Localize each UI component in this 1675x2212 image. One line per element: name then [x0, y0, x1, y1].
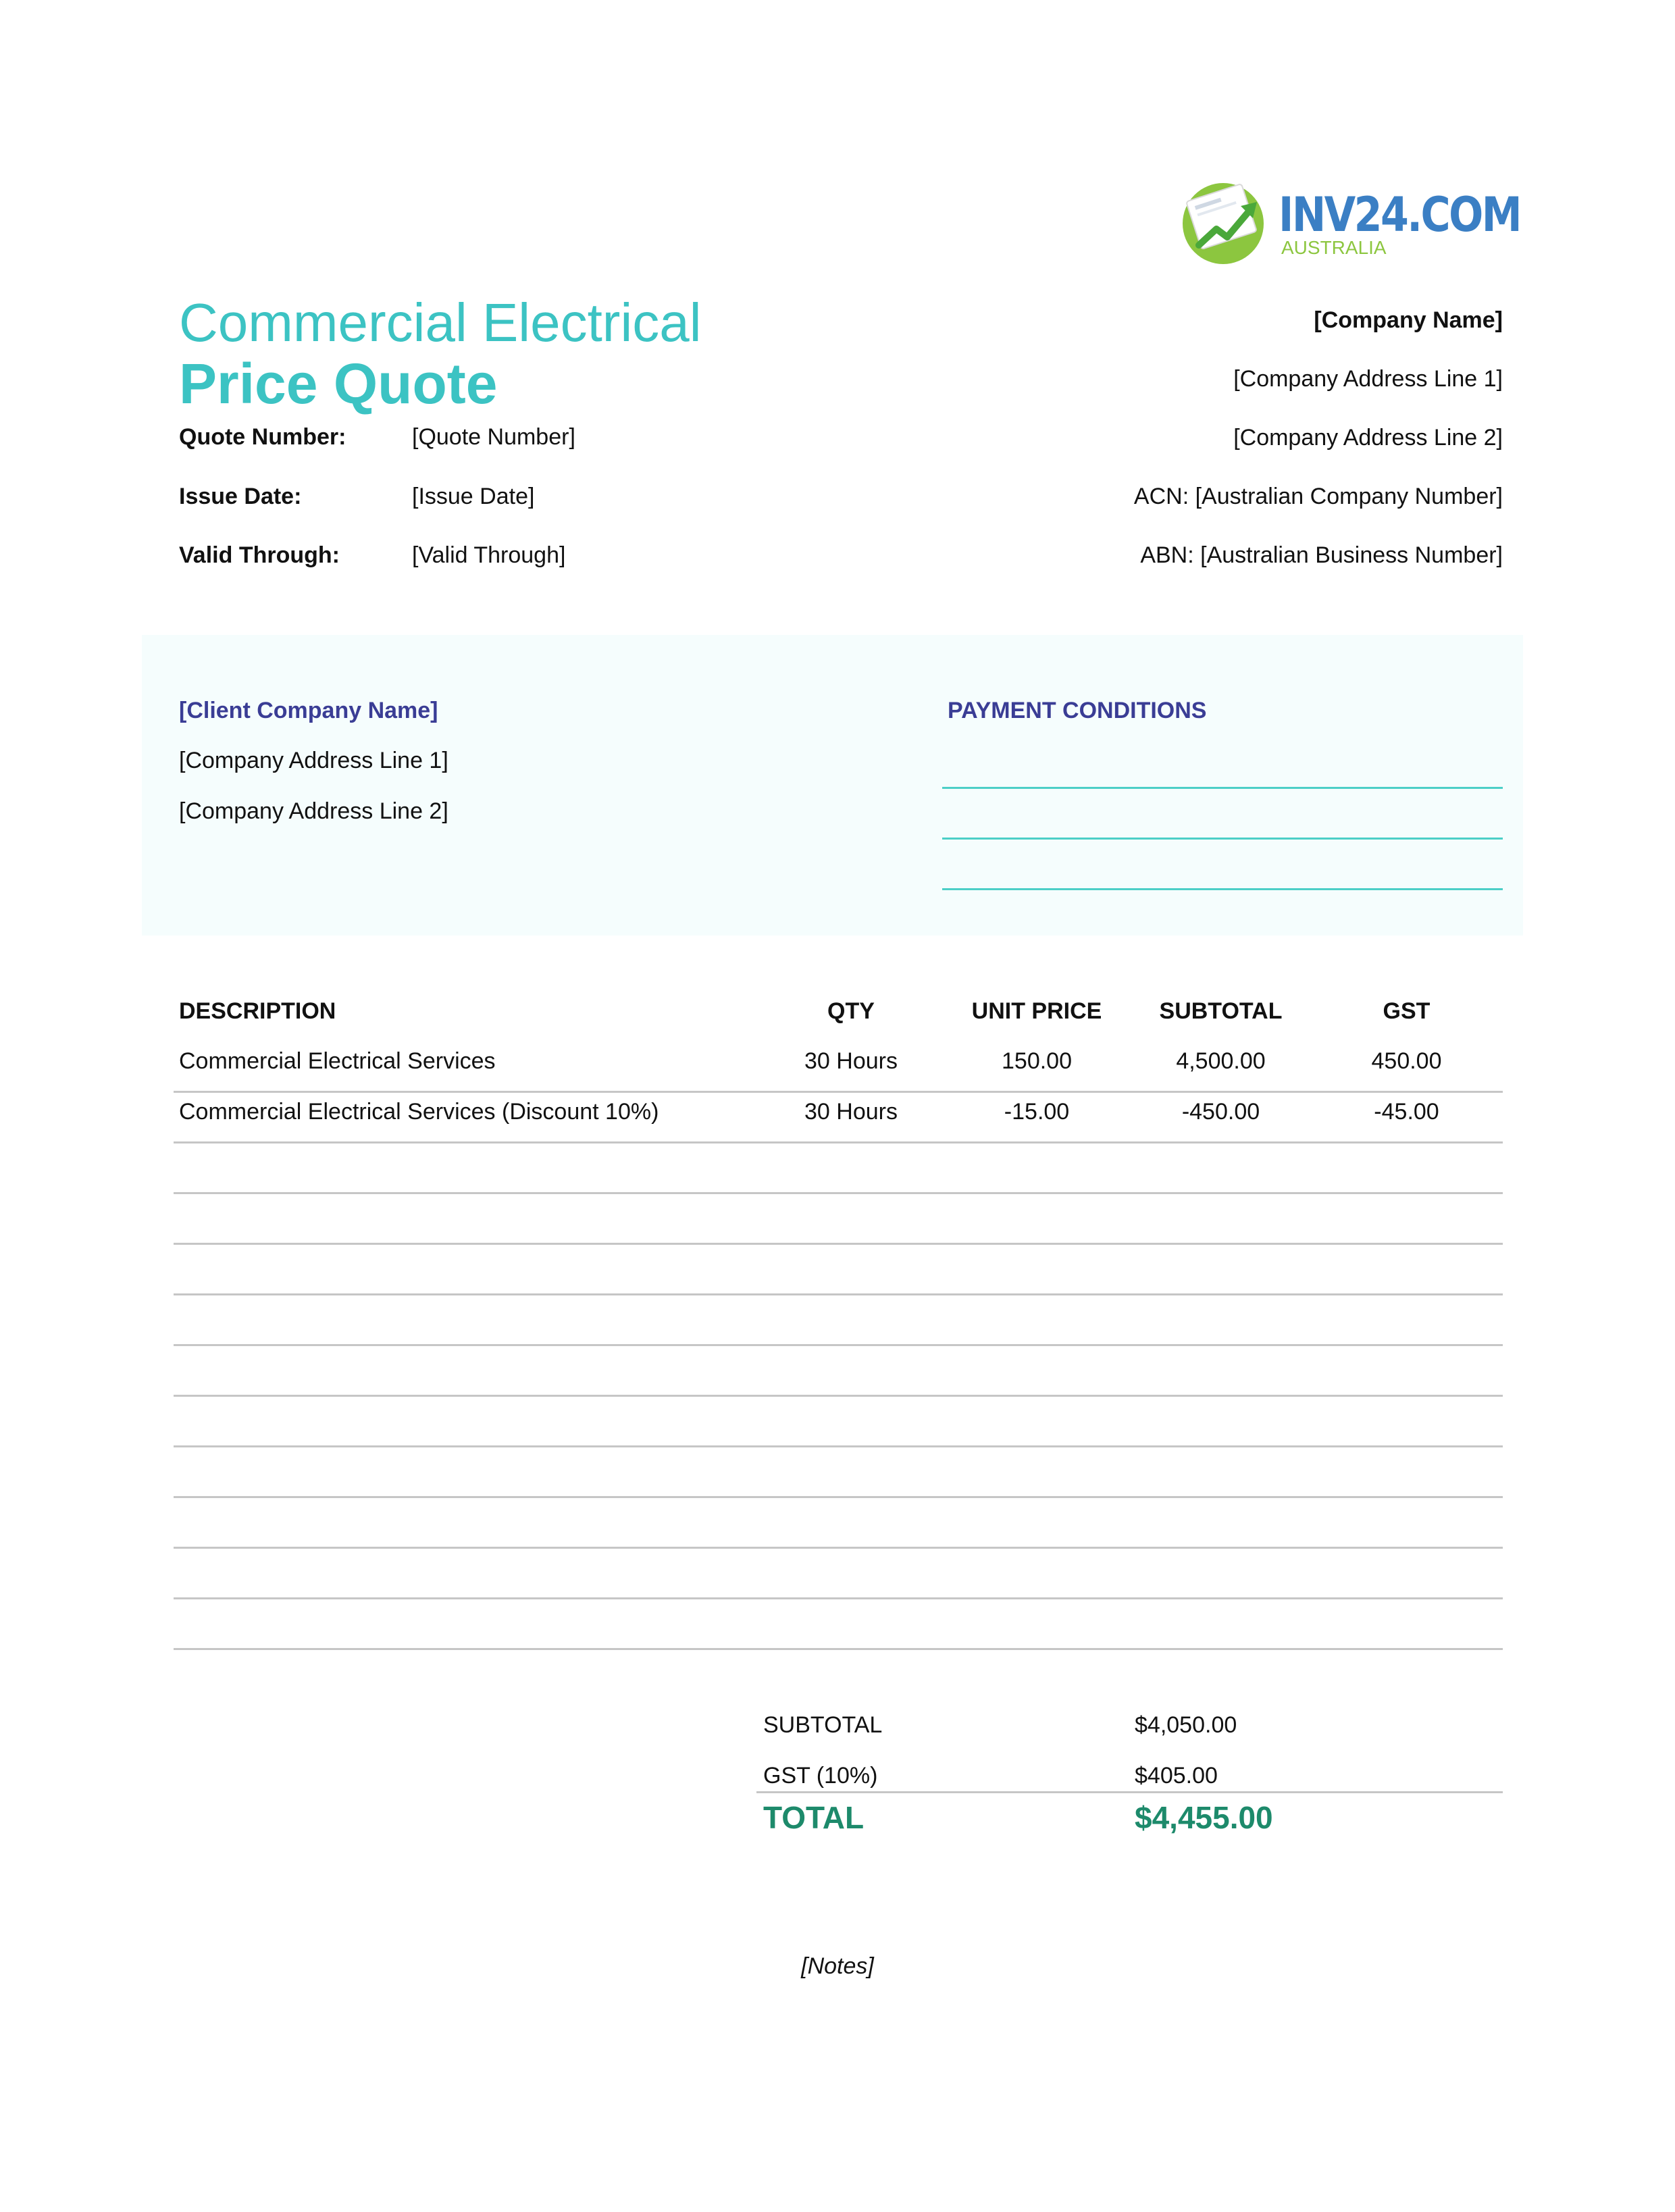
- company-logo: [1179, 172, 1521, 267]
- company-abn: ABN: [Australian Business Number]: [1140, 542, 1503, 568]
- table-row-divider: [174, 1293, 1503, 1295]
- subtotal-value: $4,050.00: [1135, 1712, 1237, 1738]
- gst-value: $405.00: [1135, 1763, 1218, 1789]
- document-title-line1: Commercial Electrical: [179, 292, 702, 353]
- document-title-line2: Price Quote: [179, 352, 498, 415]
- client-address-line1: [Company Address Line 1]: [179, 748, 448, 773]
- column-header-description: DESCRIPTION: [179, 998, 336, 1024]
- row1-gst: 450.00: [1371, 1048, 1442, 1074]
- company-address-line2: [Company Address Line 2]: [1233, 425, 1503, 451]
- valid-through-value: [Valid Through]: [412, 542, 566, 568]
- total-label: TOTAL: [763, 1800, 865, 1835]
- table-row-divider: [174, 1091, 1503, 1093]
- quote-number-value: [Quote Number]: [412, 424, 575, 450]
- row2-qty: 30 Hours: [804, 1099, 898, 1125]
- company-name: [Company Name]: [1314, 307, 1503, 333]
- subtotal-label: SUBTOTAL: [763, 1712, 883, 1738]
- row1-qty: 30 Hours: [804, 1048, 898, 1074]
- total-value: $4,455.00: [1135, 1800, 1273, 1835]
- column-header-subtotal: SUBTOTAL: [1159, 998, 1283, 1024]
- notes: [Notes]: [801, 1953, 874, 1979]
- client-address-line2: [Company Address Line 2]: [179, 798, 448, 824]
- table-row-divider: [174, 1547, 1503, 1549]
- row1-subtotal: 4,500.00: [1176, 1048, 1266, 1074]
- table-row-divider: [174, 1192, 1503, 1194]
- column-header-gst: GST: [1383, 998, 1431, 1024]
- table-row-divider: [174, 1496, 1503, 1498]
- row2-description: Commercial Electrical Services (Discount 10%): [179, 1099, 659, 1125]
- payment-conditions-line: [942, 888, 1503, 890]
- client-company-name: [Client Company Name]: [179, 698, 438, 723]
- row2-gst: -45.00: [1374, 1099, 1439, 1125]
- client-payment-panel: [142, 635, 1523, 935]
- table-row-divider: [174, 1597, 1503, 1599]
- row2-unit-price: -15.00: [1004, 1099, 1070, 1125]
- table-row-divider: [174, 1648, 1503, 1650]
- logo-name: INV24.COM: [1279, 187, 1521, 242]
- row1-unit-price: 150.00: [1002, 1048, 1072, 1074]
- table-row-divider: [174, 1445, 1503, 1447]
- company-address-line1: [Company Address Line 1]: [1233, 366, 1503, 392]
- row2-subtotal: -450.00: [1181, 1099, 1260, 1125]
- column-header-qty: QTY: [827, 998, 875, 1024]
- valid-through-label: Valid Through:: [179, 542, 340, 568]
- quote-number-label: Quote Number:: [179, 424, 346, 450]
- payment-conditions-line: [942, 787, 1503, 789]
- issue-date-value: [Issue Date]: [412, 484, 535, 509]
- column-header-unit-price: UNIT PRICE: [971, 998, 1102, 1024]
- invoice-arrow-logo-icon: [1179, 172, 1273, 267]
- row1-description: Commercial Electrical Services: [179, 1048, 496, 1074]
- totals-divider: [756, 1791, 1503, 1793]
- table-row-divider: [174, 1344, 1503, 1346]
- logo-region: AUSTRALIA: [1281, 237, 1387, 258]
- company-acn: ACN: [Australian Company Number]: [1133, 484, 1503, 509]
- issue-date-label: Issue Date:: [179, 484, 302, 509]
- table-row-divider: [174, 1243, 1503, 1245]
- payment-conditions-title: PAYMENT CONDITIONS: [948, 698, 1207, 723]
- table-row-divider: [174, 1395, 1503, 1397]
- payment-conditions-line: [942, 838, 1503, 840]
- table-row-divider: [174, 1141, 1503, 1143]
- gst-label: GST (10%): [763, 1763, 878, 1789]
